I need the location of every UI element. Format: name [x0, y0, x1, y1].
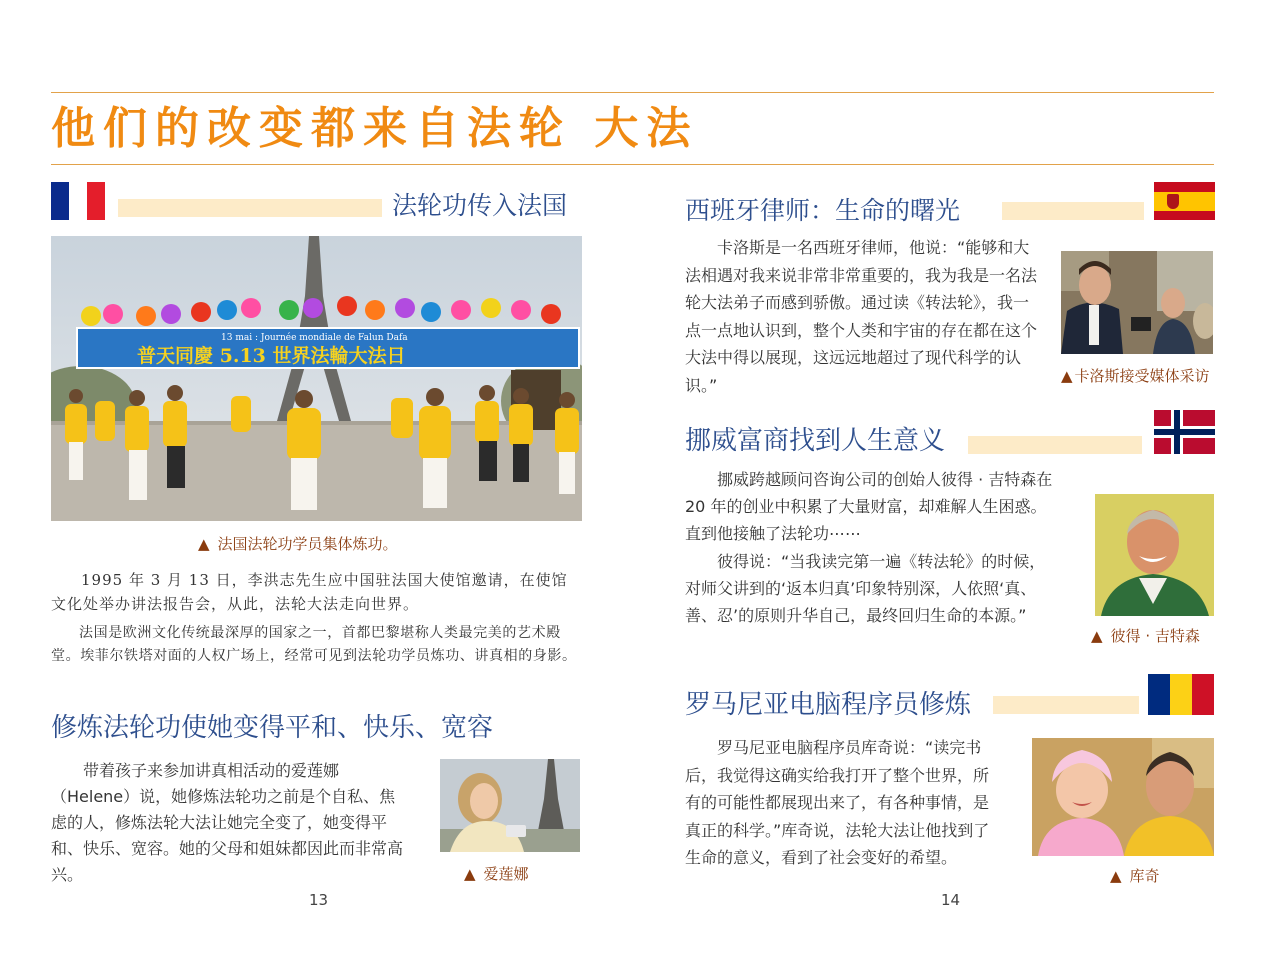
spain-paragraph: 卡洛斯是一名西班牙律师，他说：“能够和大法相遇对我来说非常非常重要的，我为我是一名法轮大法弟子而感到骄傲。通过读《转法轮》，我一点一点地认识到，整个人类和宇宙的存在都在这个大法中得以展现，这远远地超过了现代科学的认识。” [685, 238, 1038, 395]
norway-body-1 [685, 466, 1061, 547]
heading-accent-bar [993, 696, 1139, 714]
caption-triangle-icon: ▲ [198, 535, 210, 553]
caption-text: 爱莲娜 [483, 865, 529, 883]
france-body-2 [51, 622, 582, 668]
france-paragraph-2: 法国是欧洲文化传统最深厚的国家之一，首都巴黎堪称人类最完美的艺术殿堂。埃菲尔铁塔对面的人权广场上，经常可见到法轮功学员炼功、讲真相的身影。 [51, 625, 577, 664]
heading-accent-bar [968, 436, 1142, 454]
page-number-left: 13 [309, 891, 329, 909]
heading-accent-bar [1002, 202, 1144, 220]
romania-flag-icon [1148, 674, 1214, 715]
spain-flag-icon [1154, 182, 1215, 220]
helene-body [51, 758, 411, 888]
caption-triangle-icon: ▲ [464, 865, 476, 883]
kuqi-family-photo [1032, 738, 1214, 856]
caption-text: 卡洛斯接受媒体采访 [1074, 367, 1210, 385]
france-group-exercise-photo [51, 236, 582, 521]
helene-photo-caption [464, 864, 529, 884]
romania-heading: 罗马尼亚电脑程序员修炼 [685, 690, 972, 720]
heading-accent-bar [118, 199, 382, 217]
title-underline-rule [51, 164, 1214, 165]
banner-chinese-text: 普天同慶 5.13 世界法輪大法日 [137, 345, 406, 367]
kuqi-photo-caption [1110, 866, 1160, 886]
helene-paragraph: 带着孩子来参加讲真相活动的爱莲娜（Helene）说，她修炼法轮功之前是个自私、焦虑的人，修炼法轮大法让她完全变了，她变得平和、快乐、宽容。她的父母和姐妹都因此而非常高兴。 [51, 761, 404, 884]
spain-heading: 西班牙律师：生命的曙光 [685, 196, 961, 225]
spain-body [685, 234, 1037, 399]
page-title: 他们的改变都来自法轮 大法 [51, 103, 699, 154]
france-photo-caption [198, 534, 398, 554]
caption-triangle-icon: ▲ [1061, 367, 1073, 385]
romania-body [685, 734, 999, 872]
norway-flag-icon [1154, 410, 1215, 454]
caption-text: 法国法轮功学员集体炼功。 [217, 535, 398, 553]
norway-paragraph-1: 挪威跨越顾问咨询公司的创始人彼得 · 吉特森在 20 年的创业中积累了大量财富，却难解人生困惑。直到他接触了法轮功⋯⋯ [685, 470, 1053, 543]
romania-paragraph: 罗马尼亚电脑程序员库奇说：“读完书后，我觉得这确实给我打开了整个世界，所有的可能性都展现出来了，有各种事情，是真正的科学。”库奇说，法轮大法让他找到了生命的意义，看到了社会变好的希望。 [685, 738, 990, 867]
france-heading: 法轮功传入法国 [392, 191, 568, 220]
peter-photo-caption [1091, 626, 1200, 646]
banner-french-text: 13 mai : Journée mondiale de Falun Dafa [221, 333, 408, 343]
caption-triangle-icon: ▲ [1091, 627, 1103, 645]
caption-triangle-icon: ▲ [1110, 867, 1122, 885]
france-flag-icon [51, 182, 105, 220]
page-number-right: 14 [941, 891, 961, 909]
france-body [51, 568, 582, 616]
caption-text: 彼得 · 吉特森 [1110, 627, 1200, 645]
carlos-interview-photo [1061, 251, 1213, 354]
helene-photo [440, 759, 580, 852]
norway-paragraph-2: 彼得说：“当我读完第一遍《转法轮》的时候，对师父讲到的‘返本归真’印象特别深，人依照‘真、善、忍’的原则升华自己，最终回归生命的本源。” [685, 552, 1046, 625]
peter-portrait-photo [1095, 494, 1214, 616]
france-paragraph-1: 1995 年 3 月 13 日，李洪志先生应中国驻法国大使馆邀请，在使馆文化处举办讲法报告会，从此，法轮大法走向世界。 [51, 571, 568, 613]
norway-heading: 挪威富商找到人生意义 [685, 426, 946, 456]
top-rule [51, 92, 1214, 93]
caption-text: 库奇 [1129, 867, 1160, 885]
carlos-photo-caption [1061, 366, 1210, 386]
norway-body-2 [685, 548, 1061, 629]
helene-heading: 修炼法轮功使她变得平和、快乐、宽容 [51, 713, 494, 743]
